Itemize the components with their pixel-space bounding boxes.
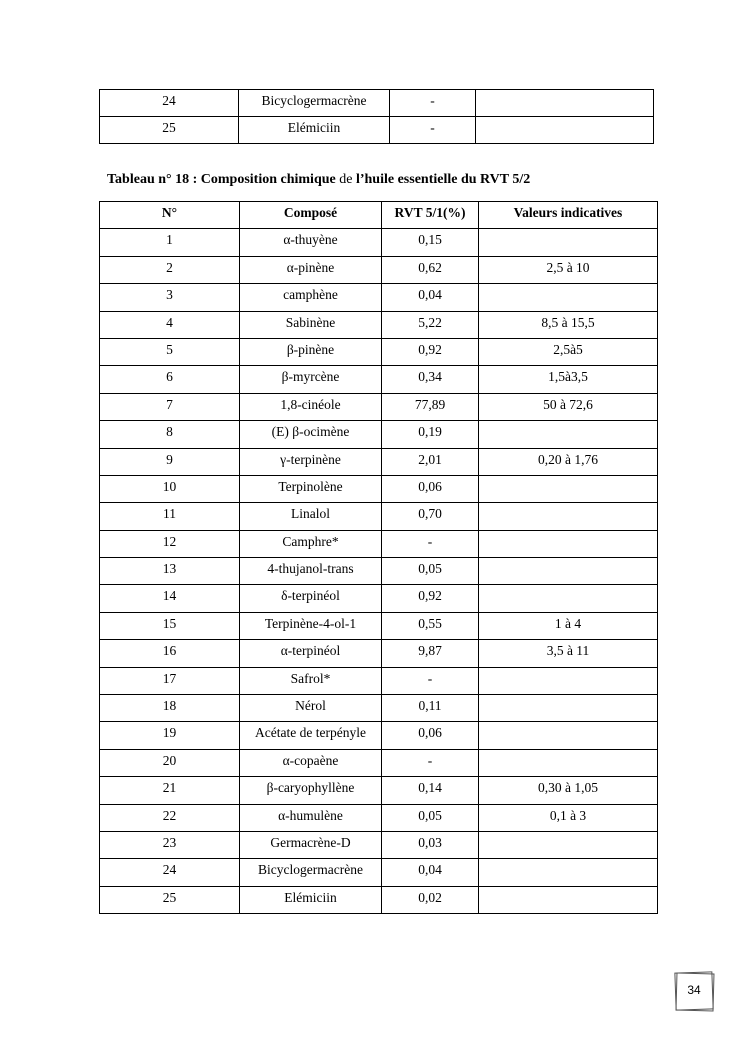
cell-ref [479, 475, 658, 502]
header-compound: Composé [240, 202, 382, 229]
table-row [100, 284, 658, 311]
cell-ref: 8,5 à 15,5 [479, 311, 658, 338]
table-row [100, 859, 658, 886]
cell-rvt: 0,70 [382, 503, 479, 530]
cell-n: 1 [100, 229, 240, 256]
cell-n: 23 [100, 831, 240, 858]
cell-compose: β-pinène [240, 338, 382, 365]
header-number: N° [100, 202, 240, 229]
table-row [100, 229, 658, 256]
cell-compose: Elémiciin [239, 117, 390, 144]
cell-rvt: 2,01 [382, 448, 479, 475]
cell-n: 12 [100, 530, 240, 557]
cell-n: 4 [100, 311, 240, 338]
cell-rvt: 0,19 [382, 421, 479, 448]
cell-compose: Bicyclogermacrène [240, 859, 382, 886]
cell-compose: α-thuyène [240, 229, 382, 256]
cell-compose: γ-terpinène [240, 448, 382, 475]
table-row [100, 448, 658, 475]
table-row [100, 421, 658, 448]
cell-ref [479, 229, 658, 256]
table-row [100, 366, 658, 393]
cell-ref: 2,5à5 [479, 338, 658, 365]
previous-table-continuation [99, 89, 654, 144]
header-reference-values: Valeurs indicatives [479, 202, 658, 229]
cell-n: 10 [100, 475, 240, 502]
cell-ref: 1,5à3,5 [479, 366, 658, 393]
table-row [100, 585, 658, 612]
cell-ref: 1 à 4 [479, 612, 658, 639]
cell-rvt: 0,34 [382, 366, 479, 393]
header-rvt: RVT 5/1(%) [382, 202, 479, 229]
cell-n: 7 [100, 393, 240, 420]
table-row [100, 831, 658, 858]
caption-subject: l’huile essentielle du RVT 5/2 [355, 172, 531, 187]
table-row [100, 804, 658, 831]
cell-rvt: 0,02 [382, 886, 479, 913]
cell-n: 11 [100, 503, 240, 530]
cell-n: 5 [100, 338, 240, 365]
previous-table-row [100, 117, 654, 144]
table-row [100, 667, 658, 694]
cell-value: - [390, 117, 476, 144]
table-row [100, 530, 658, 557]
cell-ref [479, 695, 658, 722]
cell-ref [476, 117, 654, 144]
cell-compose: 4-thujanol-trans [240, 558, 382, 585]
caption-title: Tableau n° 18 : Composition chimique [107, 172, 336, 187]
cell-ref [479, 558, 658, 585]
table-row [100, 311, 658, 338]
cell-compose: Nérol [240, 695, 382, 722]
cell-ref [479, 585, 658, 612]
cell-compose: α-copaène [240, 749, 382, 776]
cell-rvt: 0,03 [382, 831, 479, 858]
table-row [100, 695, 658, 722]
cell-ref: 3,5 à 11 [479, 640, 658, 667]
cell-ref [479, 749, 658, 776]
table-header-row [100, 202, 658, 229]
cell-rvt: 77,89 [382, 393, 479, 420]
cell-compose: (E) β-ocimène [240, 421, 382, 448]
cell-n: 3 [100, 284, 240, 311]
cell-rvt: 0,04 [382, 284, 479, 311]
cell-ref [479, 421, 658, 448]
table-row [100, 338, 658, 365]
cell-ref: 50 à 72,6 [479, 393, 658, 420]
table-row [100, 558, 658, 585]
cell-n: 9 [100, 448, 240, 475]
cell-ref [479, 667, 658, 694]
cell-compose: 1,8-cinéole [240, 393, 382, 420]
cell-n: 2 [100, 256, 240, 283]
cell-ref: 2,5 à 10 [479, 256, 658, 283]
cell-rvt: 0,11 [382, 695, 479, 722]
cell-n: 6 [100, 366, 240, 393]
cell-rvt: 0,04 [382, 859, 479, 886]
cell-rvt: 9,87 [382, 640, 479, 667]
cell-n: 22 [100, 804, 240, 831]
cell-n: 13 [100, 558, 240, 585]
cell-compose: Germacrène-D [240, 831, 382, 858]
cell-n: 14 [100, 585, 240, 612]
cell-rvt: 0,14 [382, 777, 479, 804]
cell-compose: Safrol* [240, 667, 382, 694]
cell-n: 19 [100, 722, 240, 749]
table-row [100, 612, 658, 639]
cell-compose: δ-terpinéol [240, 585, 382, 612]
cell-value: - [390, 90, 476, 117]
cell-ref: 0,30 à 1,05 [479, 777, 658, 804]
cell-n: 18 [100, 695, 240, 722]
cell-ref [479, 722, 658, 749]
cell-rvt: 0,06 [382, 475, 479, 502]
table-row [100, 640, 658, 667]
cell-rvt: - [382, 749, 479, 776]
cell-compose: β-myrcène [240, 366, 382, 393]
table-row [100, 393, 658, 420]
table-row [100, 749, 658, 776]
table-row [100, 475, 658, 502]
table-row [100, 886, 658, 913]
page-number-frame [675, 972, 713, 1010]
cell-compose: camphène [240, 284, 382, 311]
table-row [100, 722, 658, 749]
cell-n: 25 [100, 886, 240, 913]
cell-n: 17 [100, 667, 240, 694]
cell-compose: Acétate de terpényle [240, 722, 382, 749]
cell-n: 15 [100, 612, 240, 639]
cell-rvt: - [382, 667, 479, 694]
cell-compose: β-caryophyllène [240, 777, 382, 804]
cell-n: 16 [100, 640, 240, 667]
cell-compose: α-pinène [240, 256, 382, 283]
cell-rvt: 0,15 [382, 229, 479, 256]
previous-table-row [100, 90, 654, 117]
cell-ref: 0,20 à 1,76 [479, 448, 658, 475]
cell-compose: Elémiciin [240, 886, 382, 913]
cell-ref: 0,1 à 3 [479, 804, 658, 831]
cell-compose: Camphre* [240, 530, 382, 557]
cell-rvt: 0,55 [382, 612, 479, 639]
table-row [100, 777, 658, 804]
cell-ref [476, 90, 654, 117]
caption-connector: de [335, 172, 356, 187]
cell-rvt: 0,92 [382, 338, 479, 365]
cell-ref [479, 530, 658, 557]
cell-ref [479, 859, 658, 886]
cell-n: 20 [100, 749, 240, 776]
table-row [100, 503, 658, 530]
cell-n: 24 [100, 90, 239, 117]
composition-table [99, 201, 658, 914]
cell-compose: Terpinène-4-ol-1 [240, 612, 382, 639]
cell-n: 8 [100, 421, 240, 448]
table-row [100, 256, 658, 283]
cell-n: 25 [100, 117, 239, 144]
cell-compose: Bicyclogermacrène [239, 90, 390, 117]
table-caption [107, 172, 530, 188]
cell-rvt: 5,22 [382, 311, 479, 338]
cell-rvt: 0,62 [382, 256, 479, 283]
cell-ref [479, 886, 658, 913]
cell-ref [479, 503, 658, 530]
cell-compose: α-terpinéol [240, 640, 382, 667]
cell-compose: α-humulène [240, 804, 382, 831]
cell-n: 21 [100, 777, 240, 804]
cell-compose: Sabinène [240, 311, 382, 338]
cell-rvt: 0,92 [382, 585, 479, 612]
cell-ref [479, 831, 658, 858]
cell-ref [479, 284, 658, 311]
page-number: 34 [687, 983, 701, 997]
cell-compose: Linalol [240, 503, 382, 530]
cell-rvt: 0,06 [382, 722, 479, 749]
cell-rvt: - [382, 530, 479, 557]
cell-rvt: 0,05 [382, 558, 479, 585]
cell-n: 24 [100, 859, 240, 886]
cell-compose: Terpinolène [240, 475, 382, 502]
cell-rvt: 0,05 [382, 804, 479, 831]
